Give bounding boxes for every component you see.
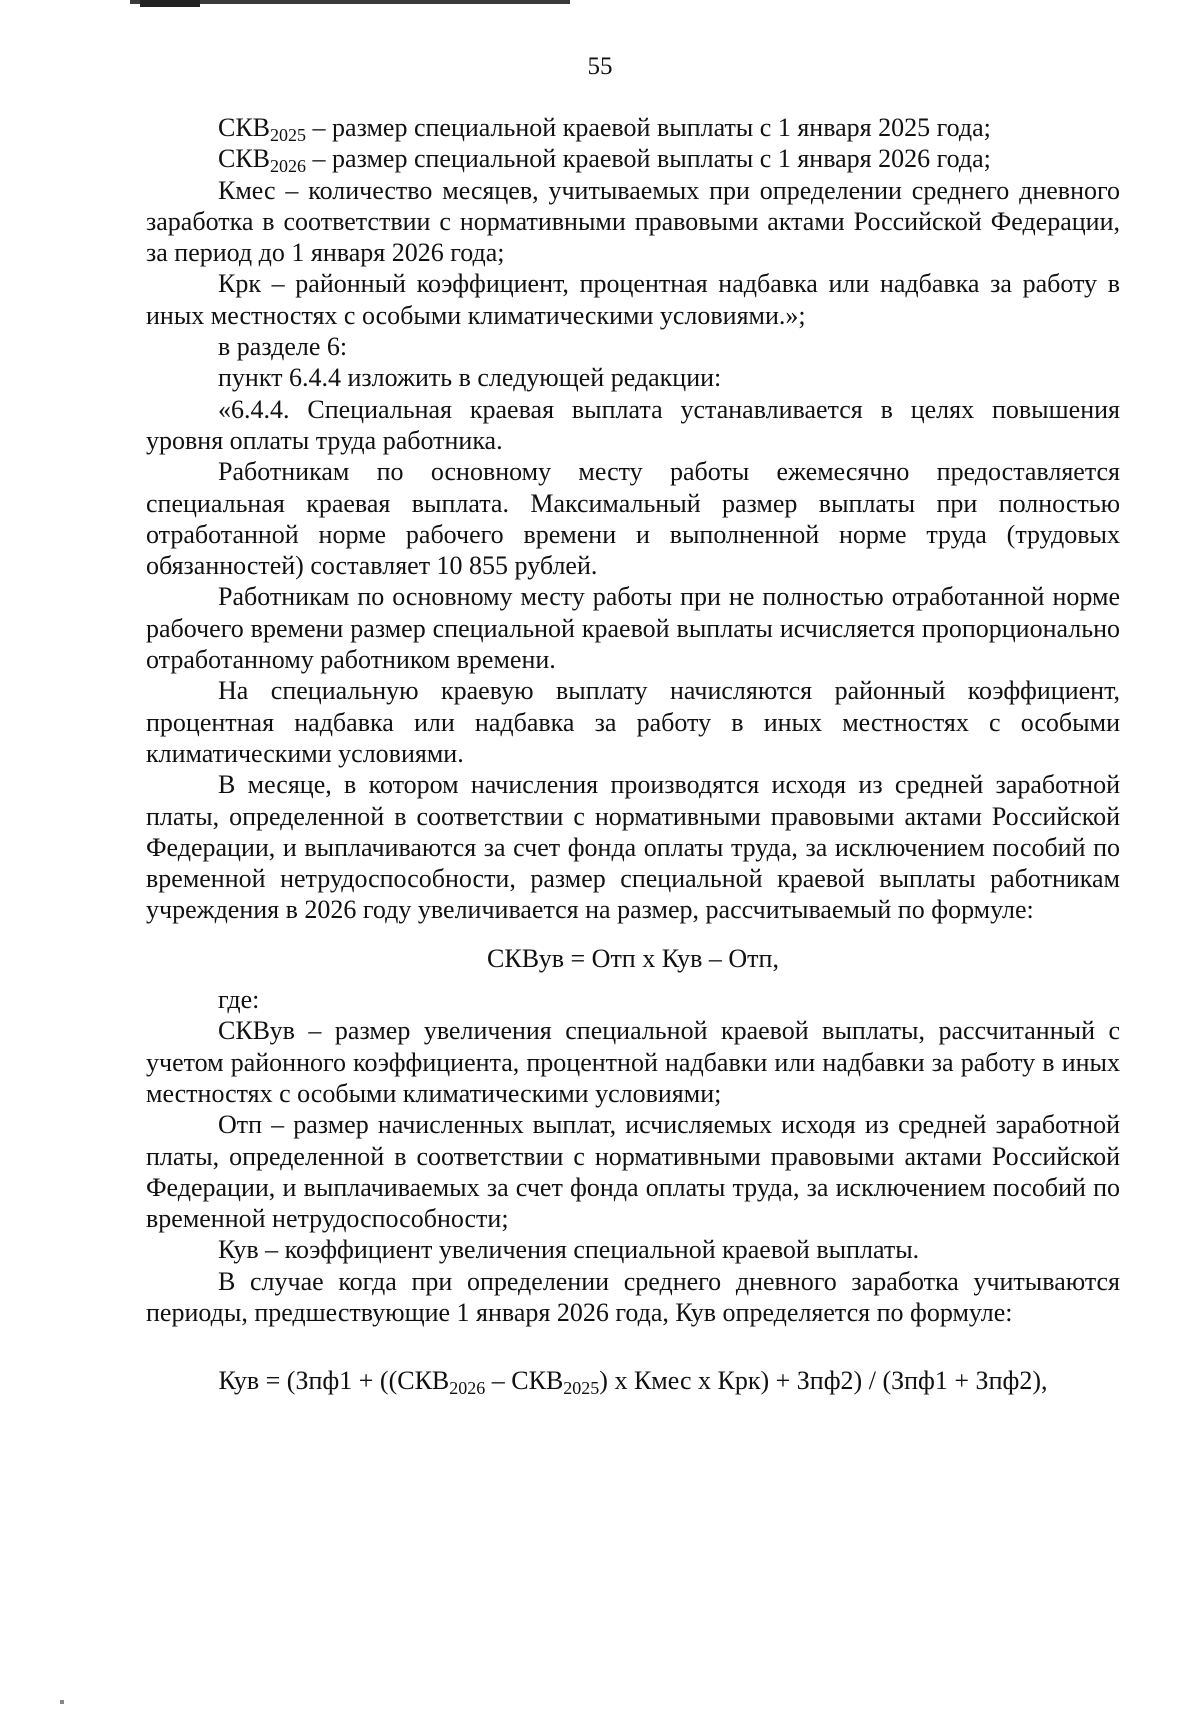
- paragraph-coefficient: На специальную краевую выплату начисляются районный коэффициент, процентная надбавка или надбавка за работу в иных местностях с особыми климатическими условиями.: [146, 676, 1120, 768]
- paragraph-partial-time: Работникам по основному месту работы при не полностью отработанной норме рабочего времени размер специальной краевой выплаты исчисляется пропорционально отработанному работником времени.: [146, 582, 1120, 675]
- paragraph-month-increase: В месяце, в котором начисления производятся исходя из средней заработной платы, определенной в соответствии с нормативными правовыми актами Российской Федерации, и выплачиваются за счет фонда оплаты труда, за исключением пособий по временной нетрудоспособности, размер специальной краевой выплаты работникам учреждения в 2026 году увеличивается на размер, рассчитываемый по формуле:: [146, 770, 1120, 925]
- formula-skvuv: СКВув = Отп х Кув – Отп,: [487, 943, 779, 973]
- paragraph-skv2026: $СКВ_{2026}$ – размер специальной краевой выплаты с 1 января 2026 года;: [218, 144, 991, 177]
- paragraph-kuv-case: В случае когда при определении среднего дневного заработка учитываются периоды, предшествующие 1 января 2026 года, Кув определяется по формуле:: [146, 1266, 1120, 1327]
- paragraph-item-6-4-4: пункт 6.4.4 изложить в следующей редакции:: [218, 363, 722, 393]
- paragraph-otp-def: Отп – размер начисленных выплат, исчисляемых исходя из средней заработной платы, определенной в соответствии с нормативными правовыми актами Российской Федерации, и выплачиваемых за счет фонда оплаты труда, за исключением пособий по временной нетрудоспособности;: [146, 1110, 1120, 1234]
- paragraph-where: где:: [218, 985, 260, 1015]
- page-number: 55: [587, 53, 613, 80]
- scan-speck: [60, 1700, 64, 1704]
- paragraph-monthly-payment: Работникам по основному месту работы ежемесячно предоставляется специальная краевая выплата. Максимальный размер выплаты при полностью отработанной норме рабочего времени и выполненной норме труда (трудовых обязанностей) составляет 10 855 рублей.: [146, 457, 1120, 581]
- paragraph-kmes: Кмес – количество месяцев, учитываемых при определении среднего дневного заработка в соответствии с нормативными правовыми актами Российской Федерации, за период до 1 января 2026 года;: [146, 175, 1120, 268]
- formula-kuv: Кув = ($Зпф1 + ((СКВ_{2026} - СКВ_{2025})$ х Кмес х Крк) + Зпф2) / (Зпф1 + Зпф2),: [218, 1366, 1048, 1399]
- paragraph-kuv-def: Кув – коэффициент увеличения специальной краевой выплаты.: [218, 1235, 920, 1265]
- paragraph-skvuv-def: СКВув – размер увеличения специальной краевой выплаты, рассчитанный с учетом районного коэффициента, процентной надбавки или надбавки за работу в иных местностях с особыми климатическими условиями;: [146, 1016, 1120, 1108]
- scan-artifact-mark: [140, 0, 200, 7]
- document-body: [146, 112, 1120, 1397]
- paragraph-section6: в разделе 6:: [218, 332, 348, 362]
- paragraph-skv2025: $СКВ_{2025}$ – размер специальной краевой выплаты с 1 января 2025 года;: [218, 113, 991, 145]
- paragraph-krk: Крк – районный коэффициент, процентная надбавка или надбавка за работу в иных местностях с особыми климатическими условиями.»;: [146, 269, 1120, 330]
- paragraph-6-4-4-text: «6.4.4. Специальная краевая выплата устанавливается в целях повышения уровня оплаты труда работника.: [146, 394, 1120, 455]
